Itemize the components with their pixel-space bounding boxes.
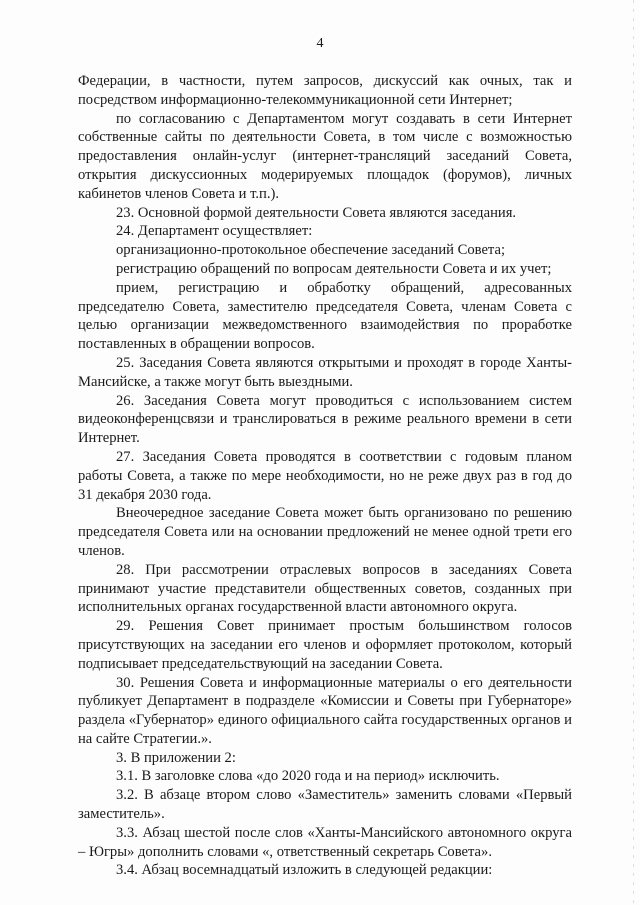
paragraph-3-2: 3.2. В абзаце втором слово «Заместитель» заменить словами «Первый заместитель». xyxy=(78,787,572,823)
paragraph-23: 23. Основной формой деятельности Совета являются заседания. xyxy=(116,204,517,221)
page-number: 4 xyxy=(316,36,324,51)
paragraph-3-3: 3.3. Абзац шестой после слов «Ханты-Мансийского автономного округа – Югры» дополнить словами «, ответственный секретарь Совета». xyxy=(78,824,572,860)
paragraph-3-4: 3.4. Абзац восемнадцатый изложить в следующей редакции: xyxy=(116,862,493,879)
paragraph-30: 30. Решения Совета и информационные материалы о его деятельности публикует Департамент в подразделе «Комиссии и Советы при Губернаторе» раздела «Губернатор» единого официального сайта государственных органов и на сайте Стратегии.». xyxy=(78,674,572,747)
paragraph-26: 26. Заседания Совета могут проводиться с использованием систем видеоконференцсвязи и транслироваться в режиме реального времени в сети Интернет. xyxy=(78,392,572,447)
paragraph-3: 3. В приложении 2: xyxy=(116,749,236,766)
paragraph-27: 27. Заседания Совета проводятся в соответствии с годовым планом работы Совета, а также по мере необходимости, но не реже двух раз в год до 31 декабря 2030 года. xyxy=(78,448,572,503)
scan-edge-divider xyxy=(633,0,634,905)
paragraph-28: 28. При рассмотрении отраслевых вопросов в заседаниях Совета принимают участие представители общественных советов, созданных при исполнительных органах государственной власти автономного округа. xyxy=(78,561,572,616)
paragraph-3-1: 3.1. В заголовке слова «до 2020 года и на период» исключить. xyxy=(116,768,500,785)
paragraph-extraordinary-meeting: Внеочередное заседание Совета может быть организовано по решению председателя Совета или на основании предложений не менее одной трети его членов. xyxy=(78,505,572,559)
document-body xyxy=(78,72,572,880)
paragraph-24-item-3: прием, регистрацию и обработку обращений, адресованных председателю Совета, заместителю председателя Совета, членам Совета с целью организации межведомственного взаимодействия по проработке поставленных в обращении вопросов. xyxy=(78,279,572,353)
paragraph-24-item-2: регистрацию обращений по вопросам деятельности Совета и их учет; xyxy=(116,260,552,277)
paragraph-25: 25. Заседания Совета являются открытыми и проходят в городе Ханты-Мансийске, а также могут быть выездными. xyxy=(78,354,572,390)
paragraph-continuation: Федерации, в частности, путем запросов, дискуссий как очных, так и посредством информационно-телекоммуникационной сети Интернет; xyxy=(78,73,572,108)
paragraph-website-clause: по согласованию с Департаментом могут создавать в сети Интернет собственные сайты по деятельности Совета, в том числе с возможностью предоставления онлайн-услуг (интернет-трансляций заседаний Совета, открытия дискуссионных модерируемых площадок (форумов), личных кабинетов членов Совета и т.п.). xyxy=(78,110,572,202)
paragraph-24-item-1: организационно-протокольное обеспечение заседаний Совета; xyxy=(116,242,506,259)
paragraph-24: 24. Департамент осуществляет: xyxy=(116,223,313,240)
paragraph-29: 29. Решения Совет принимает простым большинством голосов присутствующих на заседании его членов и оформляет протоколом, который подписывает председательствующий на заседании Совета. xyxy=(78,618,572,672)
